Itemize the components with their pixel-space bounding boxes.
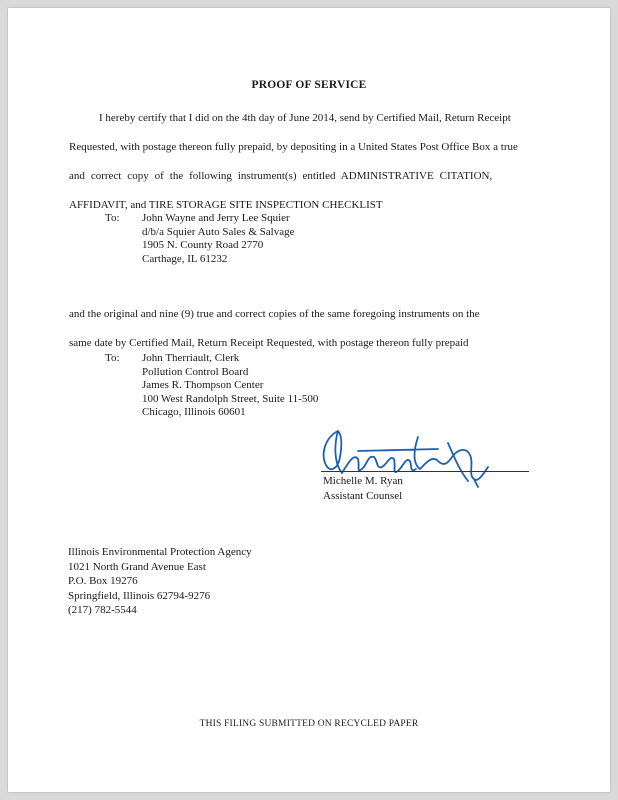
copies-line: same date by Certified Mail, Return Receipt Requested, with postage thereon fully prepaid bbox=[69, 337, 469, 349]
recipient-to-label: To: bbox=[105, 212, 120, 224]
copies-line: and the original and nine (9) true and correct copies of the same foregoing instruments on the bbox=[69, 308, 480, 320]
address-line: Chicago, Illinois 60601 bbox=[142, 406, 246, 418]
page-title: PROOF OF SERVICE bbox=[251, 79, 367, 91]
certification-paragraph bbox=[69, 104, 549, 220]
agency-line: 1021 North Grand Avenue East bbox=[68, 560, 206, 573]
address-line: James R. Thompson Center bbox=[142, 379, 264, 391]
address-line: Pollution Control Board bbox=[142, 365, 249, 378]
agency-line: Illinois Environmental Protection Agency bbox=[68, 546, 252, 558]
signer-name: Michelle M. Ryan bbox=[323, 475, 403, 487]
clerk-address bbox=[142, 352, 318, 420]
certification-line: AFFIDAVIT, and TIRE STORAGE SITE INSPECTION CHECKLIST bbox=[69, 199, 383, 211]
address-line: John Wayne and Jerry Lee Squier bbox=[142, 212, 290, 224]
address-line: Carthage, IL 61232 bbox=[142, 252, 228, 265]
document-page bbox=[8, 8, 610, 792]
copies-paragraph bbox=[69, 300, 549, 358]
signer-block bbox=[323, 474, 403, 504]
clerk-to-label: To: bbox=[105, 352, 120, 364]
signer-title: Assistant Counsel bbox=[323, 490, 403, 502]
recycled-paper-footer: THIS FILING SUBMITTED ON RECYCLED PAPER bbox=[199, 719, 419, 729]
agency-line: (217) 782-5544 bbox=[68, 604, 137, 616]
certification-line: Requested, with postage thereon fully prepaid, by depositing in a United States Post Office Box a true bbox=[69, 141, 518, 153]
address-line: 1905 N. County Road 2770 bbox=[142, 239, 264, 251]
address-line: John Therriault, Clerk bbox=[142, 352, 240, 364]
certification-line: and correct copy of the following instrument(s) entitled ADMINISTRATIVE CITATION, bbox=[69, 170, 493, 182]
agency-line: Springfield, Illinois 62794-9276 bbox=[68, 589, 211, 602]
address-line: d/b/a Squier Auto Sales & Salvage bbox=[142, 225, 295, 238]
address-line: 100 West Randolph Street, Suite 11-500 bbox=[142, 392, 319, 405]
recipient-address bbox=[142, 212, 294, 266]
signature-line bbox=[321, 471, 529, 472]
agency-address bbox=[68, 545, 252, 618]
agency-line: P.O. Box 19276 bbox=[68, 575, 138, 587]
certification-line: I hereby certify that I did on the 4th day of June 2014, send by Certified Mail, Return Receipt bbox=[99, 112, 511, 124]
